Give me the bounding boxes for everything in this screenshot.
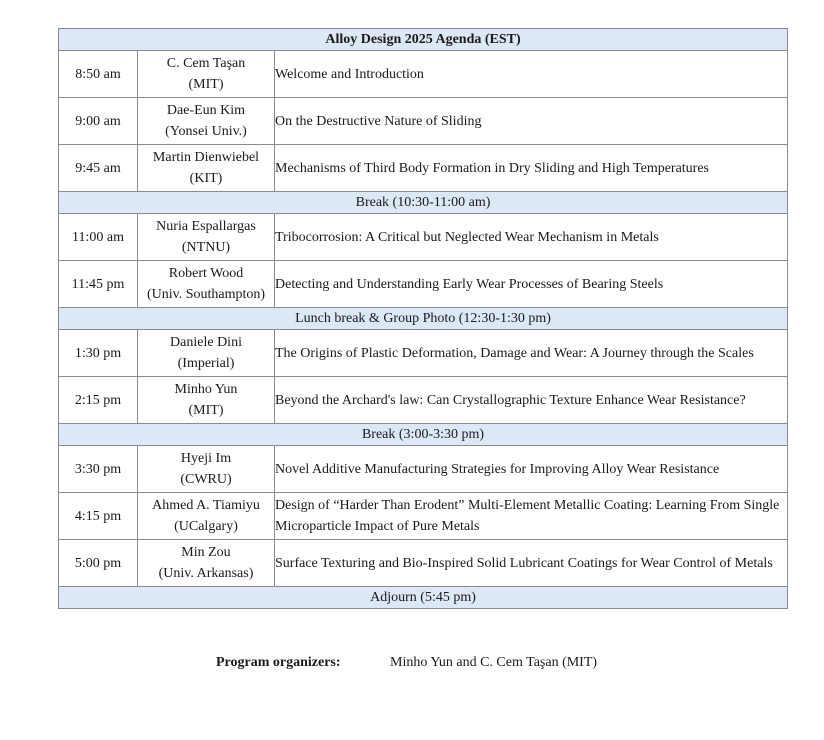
session-row	[59, 261, 788, 308]
speaker-name: Martin Dienwiebel	[152, 150, 260, 165]
session-time: 8:50 am	[59, 51, 138, 98]
talk-title: On the Destructive Nature of Sliding	[275, 98, 788, 145]
speaker-cell	[138, 98, 275, 145]
organizers-value: Minho Yun and C. Cem Taşan (MIT)	[390, 655, 598, 670]
session-row	[59, 330, 788, 377]
agenda-title: Alloy Design 2025 Agenda (EST)	[59, 29, 788, 51]
speaker-cell	[138, 330, 275, 377]
session-row	[59, 377, 788, 424]
agenda-header-row	[59, 29, 788, 51]
agenda-table	[58, 28, 788, 609]
session-row	[59, 51, 788, 98]
break-label: Lunch break & Group Photo (12:30-1:30 pm)	[59, 308, 788, 330]
speaker-name: Minho Yun	[174, 382, 238, 397]
speaker-affiliation: (Imperial)	[177, 356, 235, 371]
speaker-name: Daniele Dini	[170, 335, 242, 350]
speaker-affiliation: (CWRU)	[180, 472, 232, 487]
session-time: 5:00 pm	[59, 540, 138, 587]
speaker-name: Ahmed A. Tiamiyu	[152, 498, 260, 513]
speaker-affiliation: (Univ. Arkansas)	[158, 566, 254, 581]
speaker-cell	[138, 377, 275, 424]
session-time: 3:30 pm	[59, 446, 138, 493]
break-label: Break (10:30-11:00 am)	[59, 192, 788, 214]
session-row	[59, 540, 788, 587]
speaker-cell	[138, 145, 275, 192]
speaker-cell	[138, 493, 275, 540]
talk-title: Beyond the Archard's law: Can Crystallographic Texture Enhance Wear Resistance?	[275, 377, 788, 424]
session-row	[59, 446, 788, 493]
organizers-label: Program organizers:	[216, 655, 341, 670]
speaker-cell	[138, 540, 275, 587]
talk-title: Mechanisms of Third Body Formation in Dry Sliding and High Temperatures	[275, 145, 788, 192]
talk-title: Detecting and Understanding Early Wear Processes of Bearing Steels	[275, 261, 788, 308]
session-row	[59, 145, 788, 192]
break-label: Break (3:00-3:30 pm)	[59, 424, 788, 446]
speaker-name: Hyeji Im	[180, 451, 232, 466]
session-time: 9:00 am	[59, 98, 138, 145]
talk-title: Design of “Harder Than Erodent” Multi-Element Metallic Coating: Learning From Single Microparticle Impact of Pure Metals	[275, 493, 788, 540]
speaker-cell	[138, 261, 275, 308]
session-time: 2:15 pm	[59, 377, 138, 424]
talk-title: The Origins of Plastic Deformation, Damage and Wear: A Journey through the Scales	[275, 330, 788, 377]
session-time: 9:45 am	[59, 145, 138, 192]
session-time: 11:00 am	[59, 214, 138, 261]
speaker-name: Min Zou	[181, 545, 231, 560]
agenda-body	[59, 29, 788, 609]
break-row	[59, 308, 788, 330]
speaker-affiliation: (Univ. Southampton)	[146, 287, 266, 302]
speaker-affiliation: (MIT)	[188, 403, 224, 418]
speaker-affiliation: (UCalgary)	[174, 519, 238, 534]
speaker-name: Nuria Espallargas	[156, 219, 256, 234]
break-row	[59, 192, 788, 214]
talk-title: Tribocorrosion: A Critical but Neglected Wear Mechanism in Metals	[275, 214, 788, 261]
session-time: 1:30 pm	[59, 330, 138, 377]
speaker-cell	[138, 214, 275, 261]
speaker-affiliation: (KIT)	[189, 171, 223, 186]
speaker-affiliation: (Yonsei Univ.)	[165, 124, 247, 139]
break-label: Adjourn (5:45 pm)	[59, 587, 788, 609]
talk-title: Novel Additive Manufacturing Strategies for Improving Alloy Wear Resistance	[275, 446, 788, 493]
speaker-affiliation: (NTNU)	[181, 240, 231, 255]
speaker-name: Robert Wood	[168, 266, 244, 281]
session-row	[59, 493, 788, 540]
session-row	[59, 214, 788, 261]
talk-title: Surface Texturing and Bio-Inspired Solid Lubricant Coatings for Wear Control of Metals	[275, 540, 788, 587]
speaker-name: C. Cem Taşan	[166, 56, 246, 71]
speaker-cell	[138, 446, 275, 493]
speaker-cell	[138, 51, 275, 98]
break-row	[59, 424, 788, 446]
session-time: 4:15 pm	[59, 493, 138, 540]
break-row	[59, 587, 788, 609]
session-time: 11:45 pm	[59, 261, 138, 308]
session-row	[59, 98, 788, 145]
speaker-affiliation: (MIT)	[188, 77, 224, 92]
talk-title: Welcome and Introduction	[275, 51, 788, 98]
speaker-name: Dae-Eun Kim	[166, 103, 246, 118]
